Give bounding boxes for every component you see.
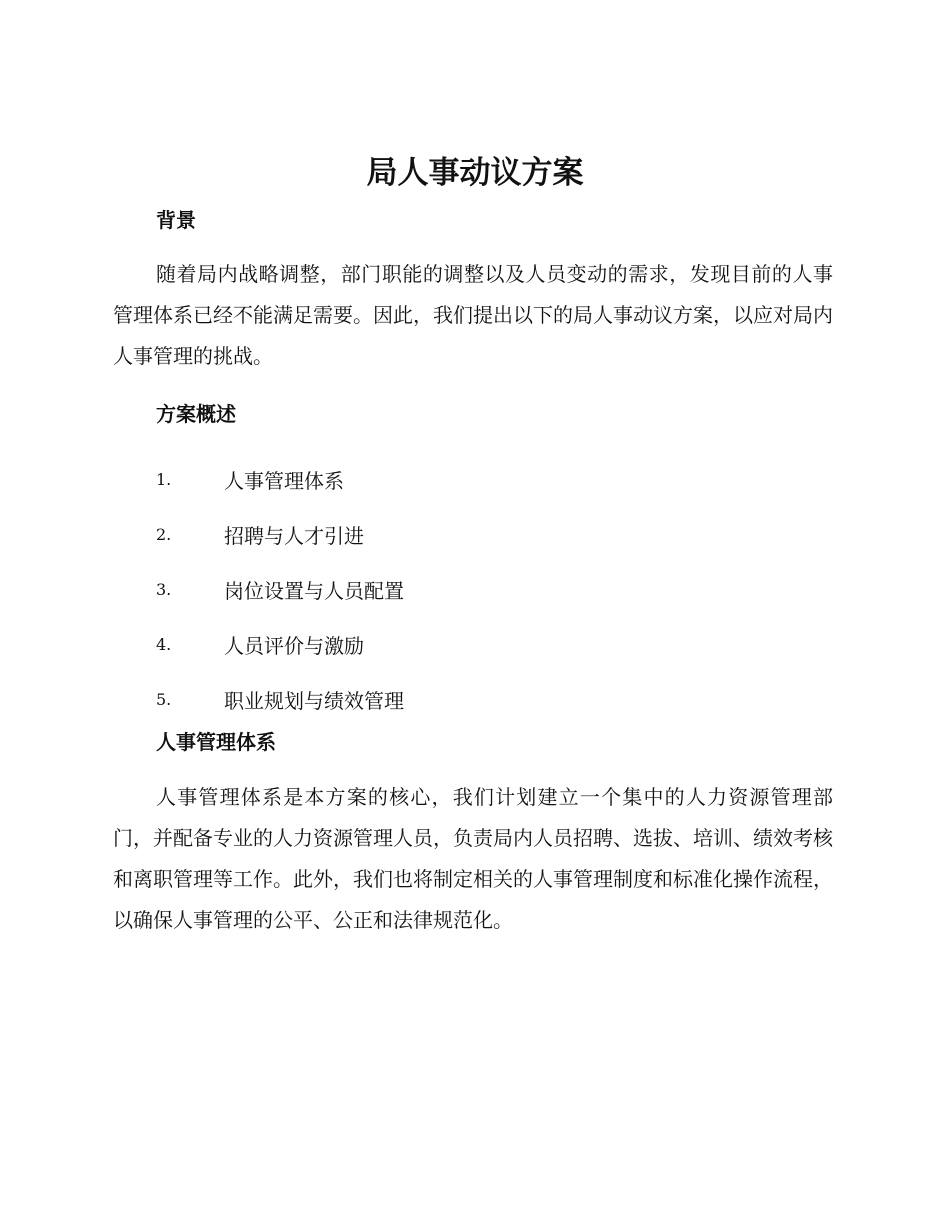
list-number: 1.: [156, 470, 172, 489]
section-heading-hr-system: 人事管理体系: [156, 730, 276, 754]
list-number: 2.: [156, 525, 172, 544]
section-heading-background: 背景: [156, 208, 196, 232]
list-item: [156, 452, 404, 507]
overview-list: [156, 452, 404, 727]
list-text: 招聘与人才引进: [224, 524, 364, 548]
hr-system-paragraph: 人事管理体系是本方案的核心，我们计划建立一个集中的人力资源管理部门，并配备专业的人力资源管理人员，负责局内人员招聘、选拔、培训、绩效考核和离职管理等工作。此外，我们也将制定相关的人事管理制度和标准化操作流程，以确保人事管理的公平、公正和法律规范化。: [113, 785, 833, 932]
document-title: 局人事动议方案: [366, 155, 584, 191]
list-item: [156, 617, 404, 672]
list-item: [156, 507, 404, 562]
list-number: 3.: [156, 580, 172, 599]
background-paragraph: 随着局内战略调整，部门职能的调整以及人员变动的需求，发现目前的人事管理体系已经不能满足需要。因此，我们提出以下的局人事动议方案，以应对局内人事管理的挑战。: [113, 262, 833, 368]
list-text: 岗位设置与人员配置: [224, 579, 404, 603]
list-text: 职业规划与绩效管理: [224, 689, 404, 713]
list-text: 人员评价与激励: [224, 634, 364, 658]
list-number: 5.: [156, 690, 172, 709]
list-number: 4.: [156, 635, 172, 654]
list-item: [156, 672, 404, 727]
list-text: 人事管理体系: [224, 469, 344, 493]
list-item: [156, 562, 404, 617]
section-heading-overview: 方案概述: [156, 402, 236, 426]
